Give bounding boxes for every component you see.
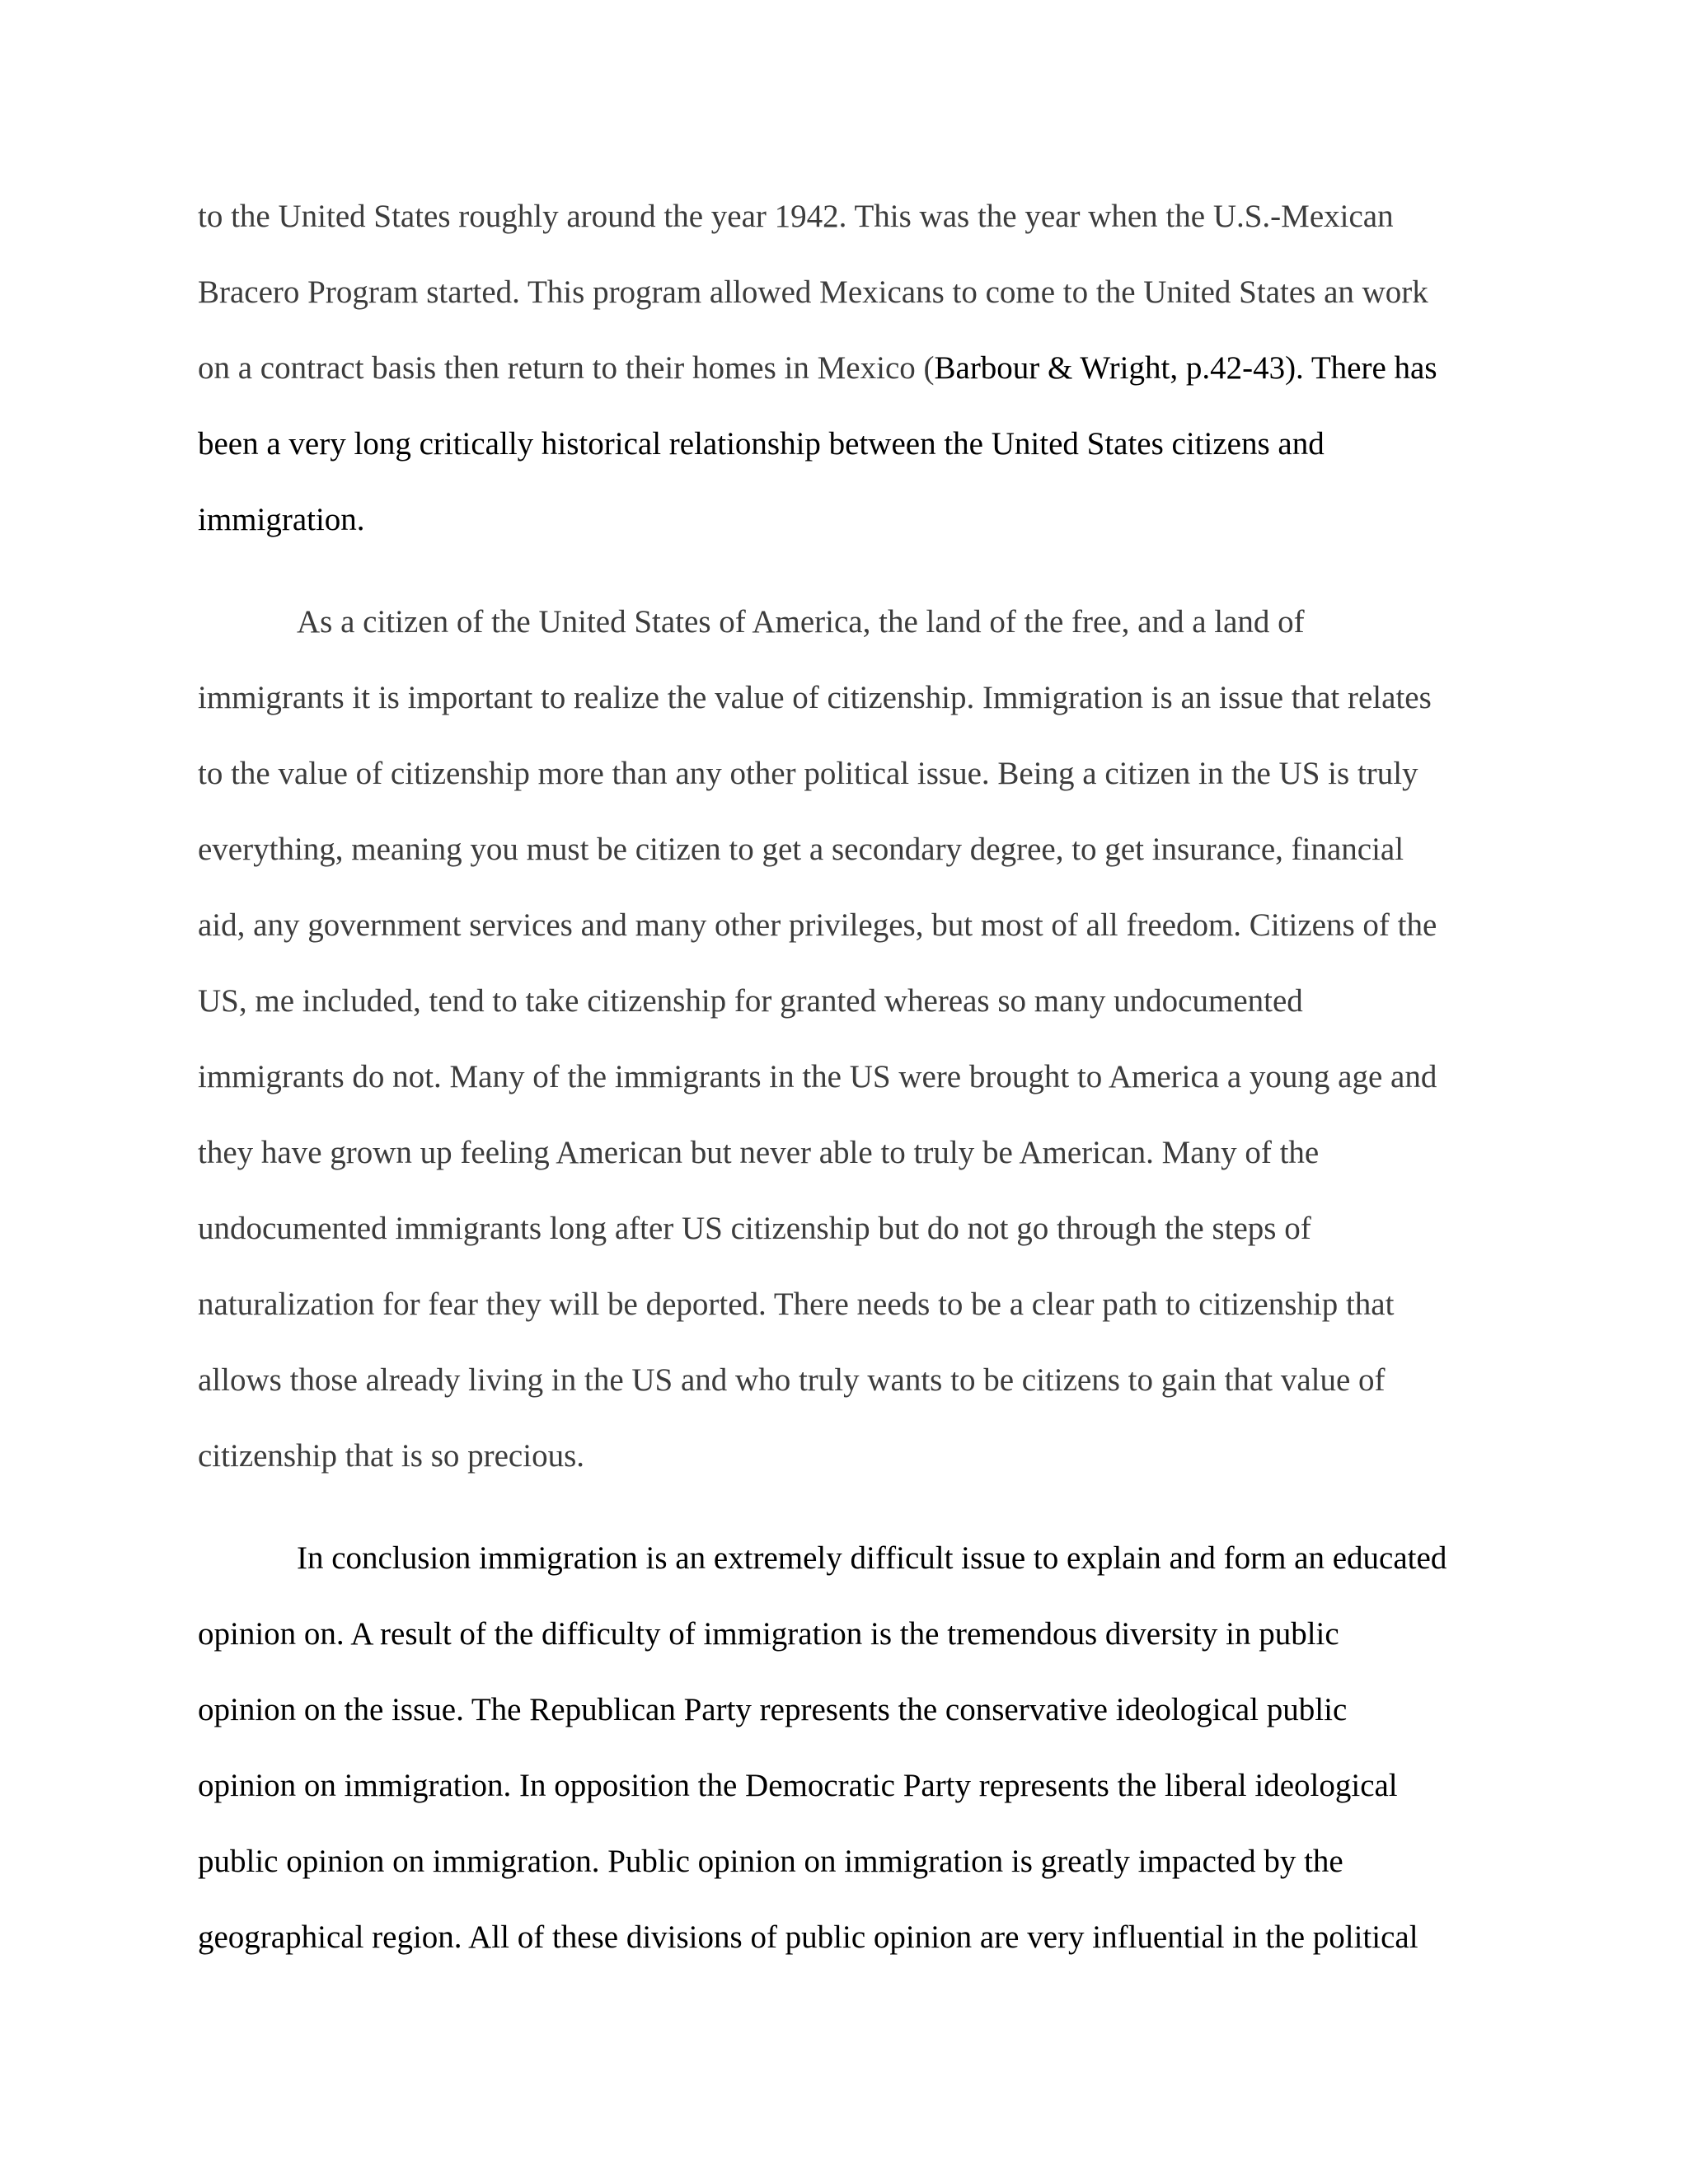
paragraph-1-line-3-start: on a contract basis then return to their homes in Mexico ( — [198, 350, 935, 386]
paragraph-1-line-3 — [198, 348, 1437, 389]
paragraph-1-line-4: been a very long critically historical relationship between the United States citizens and — [198, 426, 1325, 462]
paragraph-2-line-6: US, me included, tend to take citizenship for granted whereas so many undocumented — [198, 983, 1303, 1019]
paragraph-1-line-2: Bracero Program started. This program allowed Mexicans to come to the United States an work — [198, 274, 1428, 310]
paragraph-3-line-1: In conclusion immigration is an extremely difficult issue to explain and form an educated — [297, 1540, 1447, 1576]
paragraph-3-line-4: opinion on immigration. In opposition the Democratic Party represents the liberal ideological — [198, 1768, 1398, 1803]
paragraph-3-line-5: public opinion on immigration. Public opinion on immigration is greatly impacted by the — [198, 1844, 1343, 1879]
paragraph-1-line-1: to the United States roughly around the year 1942. This was the year when the U.S.-Mexican — [198, 199, 1394, 234]
paragraph-2-line-7: immigrants do not. Many of the immigrants in the US were brought to America a young age and — [198, 1059, 1437, 1094]
paragraph-2-line-4: everything, meaning you must be citizen to get a secondary degree, to get insurance, financial — [198, 832, 1404, 867]
paragraph-3-line-2: opinion on. A result of the difficulty of immigration is the tremendous diversity in public — [198, 1616, 1339, 1652]
paragraph-2-line-9: undocumented immigrants long after US citizenship but do not go through the steps of — [198, 1211, 1311, 1246]
paragraph-2-line-8: they have grown up feeling American but never able to truly be American. Many of the — [198, 1135, 1320, 1170]
paragraph-2-line-10: naturalization for fear they will be deported. There needs to be a clear path to citizenship that — [198, 1286, 1395, 1322]
paragraph-3-line-3: opinion on the issue. The Republican Party represents the conservative ideological public — [198, 1692, 1348, 1727]
paragraph-1-line-5: immigration. — [198, 502, 365, 537]
citation-text: Barbour & Wright, p.42-43). There has — [934, 350, 1437, 386]
paragraph-3-line-6: geographical region. All of these divisions of public opinion are very influential in the political — [198, 1919, 1418, 1955]
paragraph-2-line-12: citizenship that is so precious. — [198, 1438, 584, 1474]
paragraph-2-line-1: As a citizen of the United States of America, the land of the free, and a land of — [297, 604, 1305, 640]
paragraph-2-line-5: aid, any government services and many other privileges, but most of all freedom. Citizens of the — [198, 907, 1437, 943]
paragraph-2-line-3: to the value of citizenship more than any other political issue. Being a citizen in the US is truly — [198, 756, 1418, 791]
paragraph-2-line-2: immigrants it is important to realize the value of citizenship. Immigration is an issue that relates — [198, 680, 1432, 715]
paragraph-2-line-11: allows those already living in the US and who truly wants to be citizens to gain that value of — [198, 1362, 1386, 1398]
